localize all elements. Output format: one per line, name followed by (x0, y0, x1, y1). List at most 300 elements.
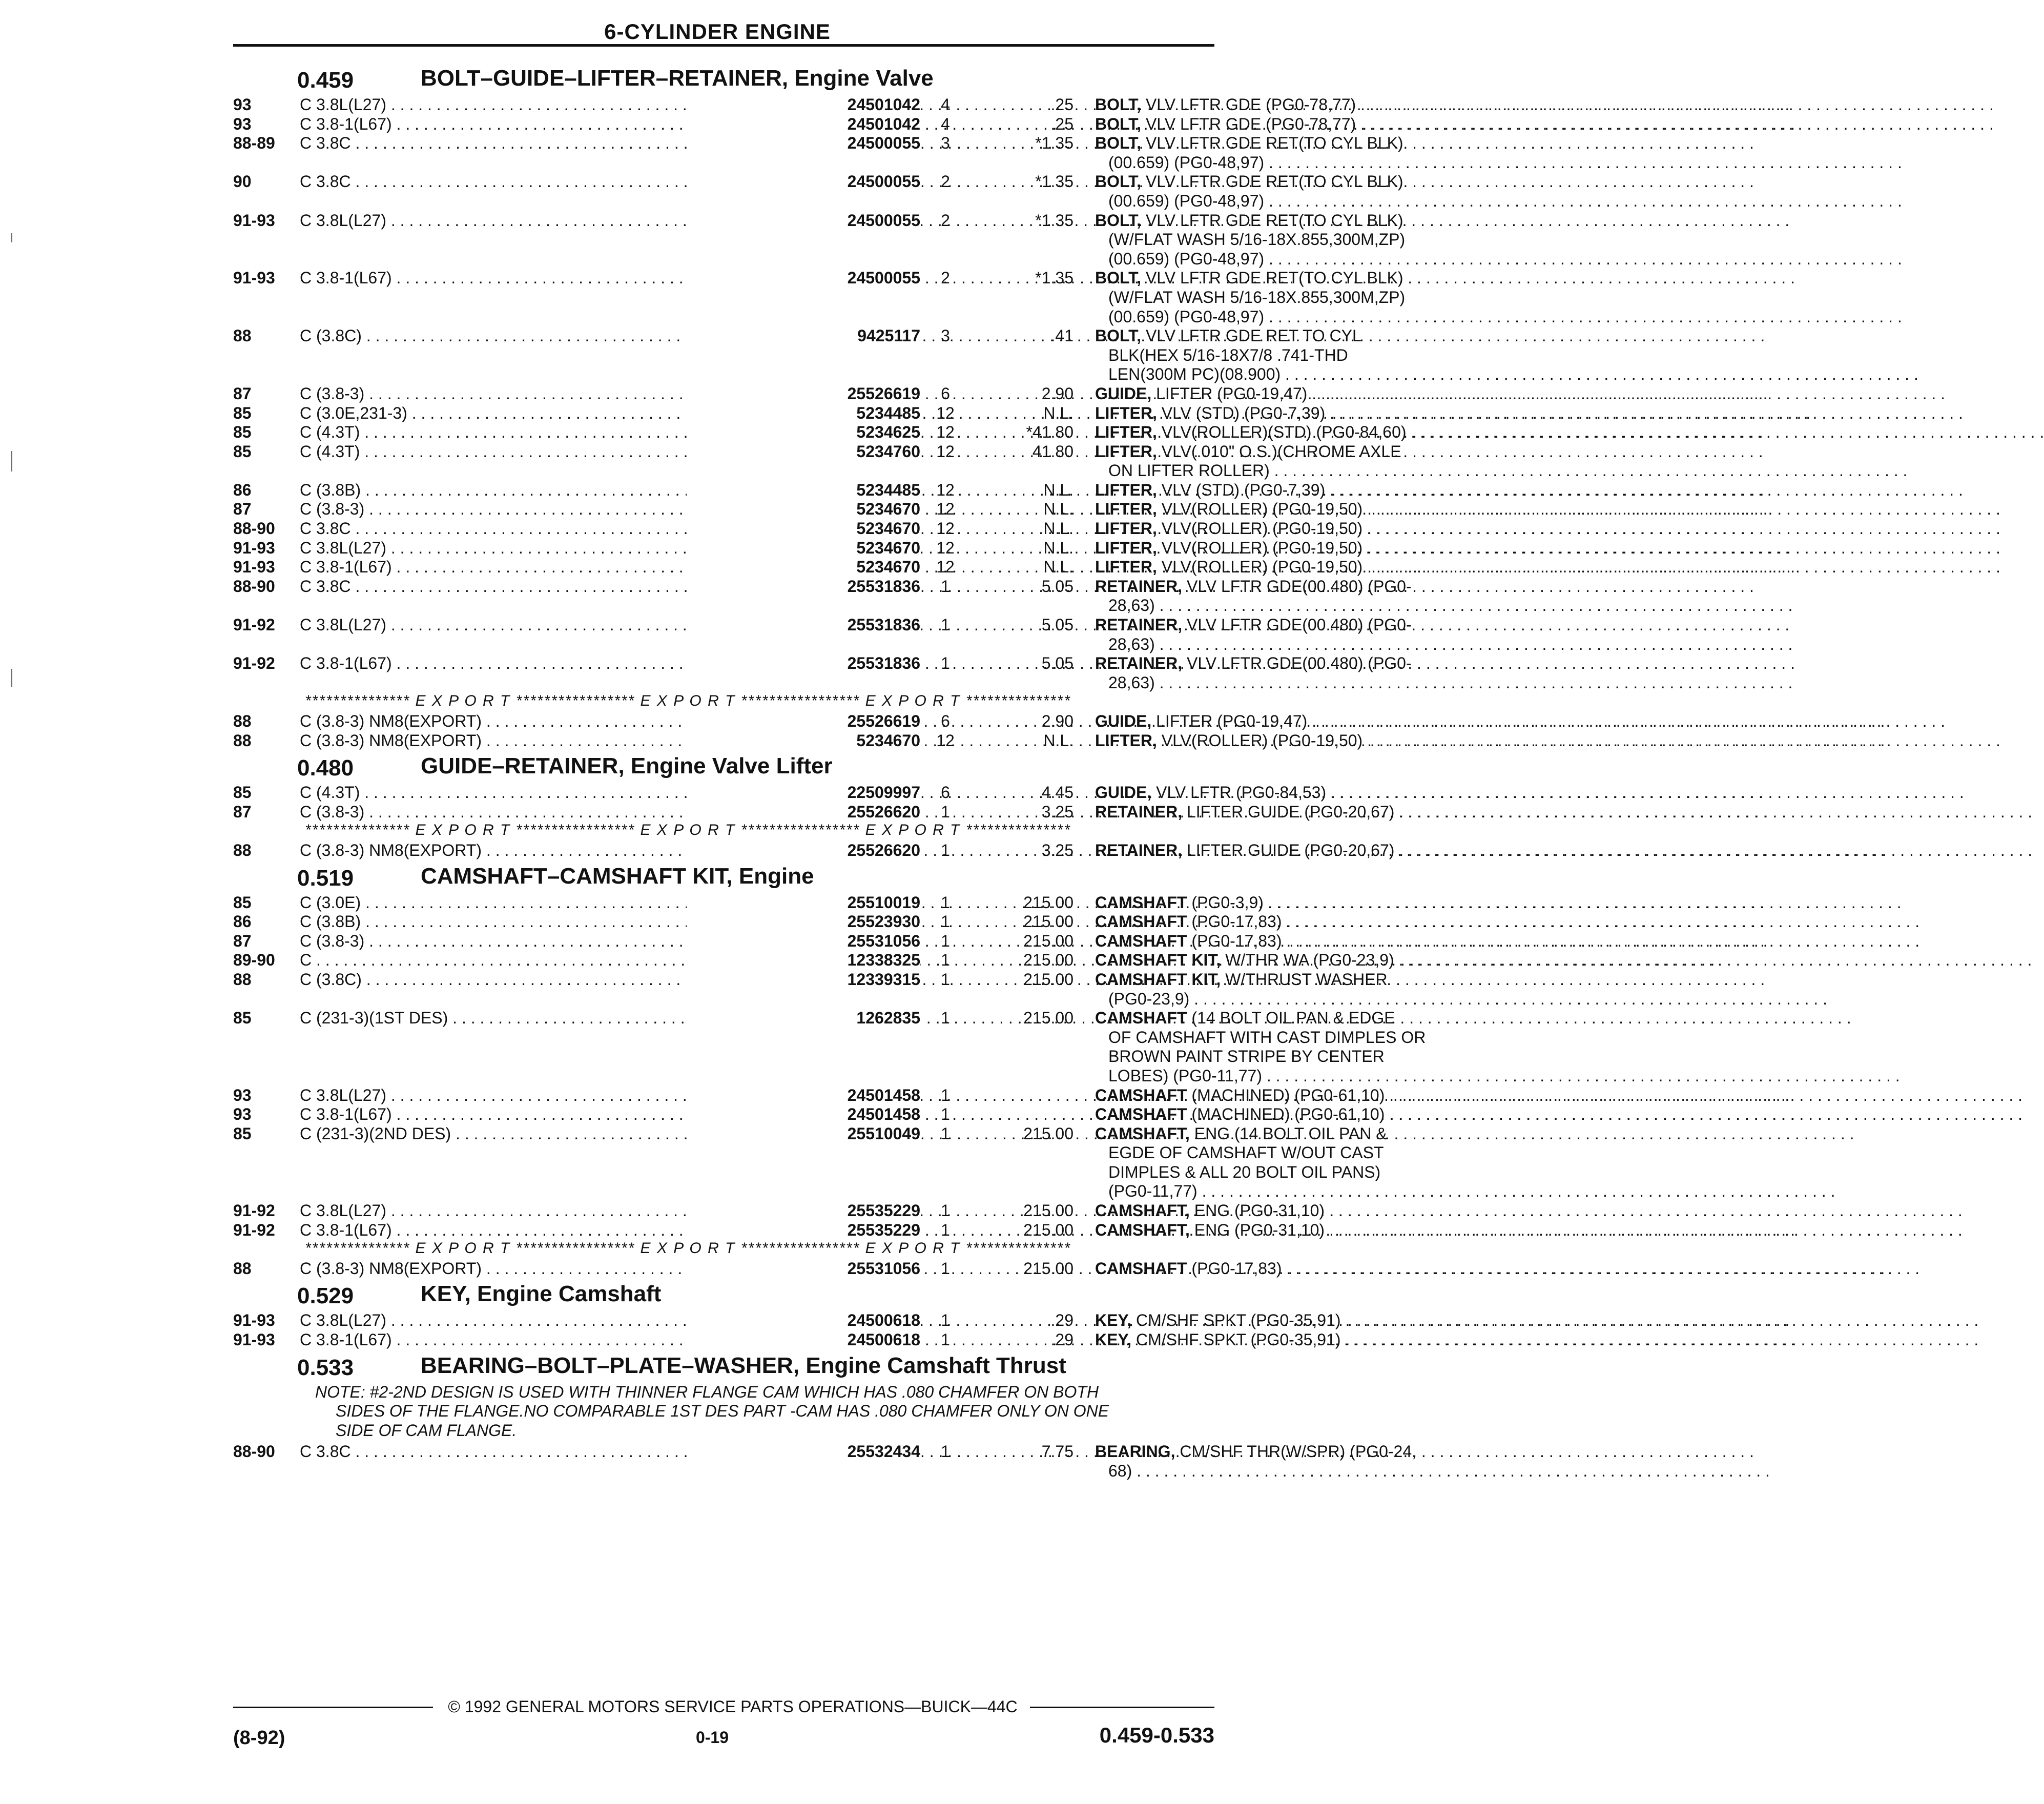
description-continuation (233, 673, 1227, 693)
quantity: 3 (941, 134, 950, 153)
part-name: RETAINER, (1095, 840, 1183, 859)
description-continuation (233, 288, 1406, 308)
price: .29 (1050, 1311, 1073, 1330)
part-number: 5234670 (687, 539, 920, 558)
model-year: 88-90 (233, 577, 275, 596)
price: 2.90 (1041, 384, 1073, 403)
part-row (233, 654, 1412, 673)
part-number: 1262835 (687, 1009, 920, 1028)
part-name: CAMSHAFT (1095, 1259, 1187, 1278)
quantity: 6 (941, 783, 950, 802)
part-row (233, 1442, 1416, 1462)
description-continuation (233, 1462, 1227, 1481)
part-row (233, 1085, 1385, 1105)
model-code: C 3.8C . . . (300, 519, 799, 538)
model-code: C 3.8L(L27) . . . (300, 95, 799, 114)
quantity: 12 (936, 500, 955, 519)
export-banner (233, 1240, 1227, 1259)
description-continuation (233, 1182, 1227, 1201)
quantity: 1 (941, 1105, 950, 1124)
model-code: C (231-3)(1ST DES) . . . (300, 1009, 799, 1028)
price: .25 (1050, 95, 1073, 114)
quantity: 4 (941, 114, 950, 133)
part-row (233, 538, 1363, 558)
part-name: BEARING, (1095, 1442, 1175, 1461)
part-description (1095, 932, 1382, 951)
part-name: RETAINER, (1095, 654, 1183, 673)
model-code: C 3.8L(L27) . . . (300, 539, 799, 558)
part-number: 24500055 (687, 172, 920, 191)
quantity: 2 (941, 211, 950, 230)
description-continuation (233, 1066, 1262, 1086)
price: 7.75 (1041, 1442, 1073, 1461)
model-year: 87 (233, 931, 252, 950)
part-number: 24500618 (687, 1330, 920, 1349)
description-line: LEN(300M PC)(08.900) . . . (1108, 365, 1382, 384)
part-detail: VLV LFTR (PG0-84,53) (1151, 783, 1327, 802)
part-description (1095, 115, 1382, 134)
part-detail: LIFTER GUIDE (PG0-20,67) (1182, 802, 1395, 821)
price: 215.00 (1023, 1009, 1073, 1028)
part-name: CAMSHAFT (1095, 1085, 1187, 1104)
price: *1.35 (1035, 269, 1073, 288)
quantity: 4 (941, 95, 950, 114)
model-year: 85 (233, 442, 252, 461)
price: N.L. (1043, 558, 1073, 577)
part-name: RETAINER, (1095, 577, 1183, 596)
part-description (1095, 1124, 1387, 1143)
part-row (233, 731, 1363, 751)
part-description (1095, 616, 1412, 634)
part-description (1095, 654, 1412, 673)
description-line: 28,63) . . . (1108, 635, 1382, 654)
price: 3.25 (1041, 802, 1073, 821)
part-number: 24500618 (687, 1311, 920, 1330)
model-year: 88-89 (233, 134, 275, 153)
model-year: 91-92 (233, 1201, 275, 1220)
part-detail: (PG0-17,83) (1187, 1259, 1282, 1278)
price: 2.90 (1041, 712, 1073, 730)
part-description (1095, 1259, 1382, 1278)
model-year: 87 (233, 384, 252, 403)
part-number: 25531056 (687, 1259, 920, 1278)
part-description (1095, 1330, 1382, 1349)
part-name: LIFTER, (1095, 500, 1157, 519)
part-row (233, 384, 1308, 404)
part-number: 25532434 (687, 1442, 920, 1461)
model-code: C 3.8C . . . (300, 172, 799, 191)
part-row (233, 114, 1356, 134)
model-year: 91-92 (233, 654, 275, 673)
part-detail: W/THRUST WASHER (1221, 970, 1388, 989)
part-number: 25535229 (687, 1201, 920, 1220)
price: 215.00 (1023, 951, 1073, 970)
part-detail: VLV(ROLLER) (PG0-19,50) (1157, 519, 1363, 538)
description-line: LOBES) (PG0-11,77) . . . (1108, 1067, 1382, 1085)
part-row (233, 442, 1401, 462)
quantity: 2 (941, 172, 950, 191)
section-title-sub: Engine Camshaft (470, 1281, 662, 1307)
part-row (233, 519, 1363, 539)
part-description (1095, 951, 1394, 970)
note-line: SIDE OF CAM FLANGE. (336, 1421, 517, 1440)
footer-revision-date: (8-92) (233, 1727, 285, 1749)
model-code: C 3.8L(L27) . . . (300, 211, 799, 230)
section-title-sub: Engine Valve (788, 66, 934, 91)
part-detail: VLV (STD) (PG0-7,39) (1157, 403, 1326, 422)
quantity: 1 (941, 893, 950, 912)
part-name: BOLT, (1095, 211, 1142, 230)
part-number: 24500055 (687, 211, 920, 230)
part-detail: VLV(ROLLER)(STD) (PG0-84,60) (1157, 423, 1407, 442)
quantity: 12 (936, 731, 955, 750)
description-line: BROWN PAINT STRIPE BY CENTER (1108, 1047, 1385, 1066)
part-number: 24501458 (687, 1105, 920, 1124)
model-code: C 3.8-1(L67) . . . (300, 1105, 799, 1124)
part-number: 25526620 (687, 841, 920, 860)
price: 215.00 (1023, 1259, 1073, 1278)
part-row (233, 616, 1412, 635)
part-detail: (MACHINED) (PG0-61,10) (1187, 1105, 1385, 1124)
price: *1.35 (1035, 134, 1073, 153)
section-heading (233, 860, 1227, 893)
part-name: CAMSHAFT (1095, 1009, 1187, 1028)
price: .25 (1050, 114, 1073, 133)
description-continuation (233, 191, 1265, 211)
description-continuation (233, 345, 1348, 365)
part-name: CAMSHAFT, (1095, 1220, 1190, 1239)
part-number: 24500055 (687, 134, 920, 153)
model-year: 85 (233, 783, 252, 802)
section-heading (233, 63, 1227, 95)
part-row (233, 1220, 1325, 1240)
part-detail: (MACHINED) (PG0-61,10) (1187, 1085, 1385, 1104)
model-year: 87 (233, 500, 252, 519)
description-continuation (233, 1028, 1426, 1048)
part-detail: VLV LFTR GDE (PG0-78,77) (1141, 95, 1356, 114)
model-year: 88 (233, 970, 252, 989)
part-description (1095, 577, 1412, 596)
description-continuation (233, 230, 1406, 250)
part-detail: ENG (PG0-31,10) (1189, 1201, 1325, 1220)
part-name: GUIDE, (1095, 384, 1152, 403)
part-number: 5234625 (687, 423, 920, 442)
part-row (233, 1259, 1282, 1279)
model-year: 88 (233, 1259, 252, 1278)
part-description (1095, 1311, 1382, 1330)
part-detail: VLV LFTR GDE(00.480) (PG0- (1182, 616, 1412, 634)
section-heading (233, 750, 1227, 783)
part-name: KEY, (1095, 1330, 1132, 1349)
section-number: 0.480 (297, 755, 354, 781)
part-name: LIFTER, (1095, 403, 1157, 422)
part-detail: ENG (PG0-31,10) (1189, 1220, 1325, 1239)
quantity: 6 (941, 384, 950, 403)
part-row (233, 500, 1363, 519)
price: 3.25 (1041, 840, 1073, 859)
quantity: 12 (936, 480, 955, 499)
part-row (233, 211, 1403, 231)
description-continuation (233, 153, 1265, 173)
section-number: 0.529 (297, 1283, 354, 1309)
quantity: 6 (941, 712, 950, 730)
price: 5.05 (1041, 616, 1073, 634)
part-detail: LIFTER (PG0-19,47) (1151, 384, 1308, 403)
part-description (1095, 326, 1382, 345)
part-row (233, 912, 1282, 932)
part-number: 5234760 (687, 442, 920, 461)
part-name: LIFTER, (1095, 731, 1157, 750)
model-year: 85 (233, 1124, 252, 1143)
description-continuation (233, 461, 1270, 481)
part-name: CAMSHAFT (1095, 912, 1187, 931)
model-year: 85 (233, 893, 252, 912)
quantity: 12 (936, 403, 955, 422)
part-row (233, 480, 1326, 500)
description-continuation (233, 596, 1227, 616)
quantity: 1 (941, 1124, 950, 1143)
part-description (1095, 783, 1382, 802)
part-row (233, 558, 1363, 577)
description-line: (00.659) (PG0-48,97) . . . (1108, 192, 1382, 211)
model-year: 91-93 (233, 1330, 275, 1349)
description-line: 28,63) . . . (1108, 673, 1382, 692)
part-row (233, 423, 1407, 442)
export-banner-text: *************** E X P O R T ***************** E X P O R T ***************** E X P O R T *************** (305, 692, 1071, 710)
export-banner-text: *************** E X P O R T ***************** E X P O R T ***************** E X P O R T *************** (305, 1240, 1071, 1257)
section-title (421, 864, 814, 889)
part-detail: VLV LFTR GDE RET(TO CYL BLK) (1141, 172, 1403, 191)
section-title-sub: Engine (732, 863, 814, 889)
model-code: C 3.8L(L27) . . . (300, 1201, 799, 1220)
model-code: C (3.0E,231-3) . . . (300, 404, 799, 423)
description-line: ON LIFTER ROLLER) . . . (1108, 461, 1382, 480)
quantity: 1 (941, 1009, 950, 1028)
part-number: 12339315 (687, 970, 920, 989)
part-name: CAMSHAFT (1095, 893, 1187, 912)
part-description (1095, 519, 1382, 538)
part-detail: VLV(ROLLER) (PG0-19,50) (1157, 731, 1363, 750)
part-description (1095, 95, 1382, 114)
price: 215.00 (1023, 1220, 1073, 1239)
model-year: 91-93 (233, 211, 275, 230)
part-name: KEY, (1095, 1311, 1132, 1330)
model-code: C 3.8C . . . (300, 577, 799, 596)
description-line: OF CAMSHAFT WITH CAST DIMPLES OR (1108, 1028, 1426, 1047)
part-name: CAMSHAFT (1095, 931, 1187, 950)
part-number: 25531836 (687, 616, 920, 634)
quantity: 12 (936, 538, 955, 557)
part-number: 25535229 (687, 1221, 920, 1240)
note-line: SIDES OF THE FLANGE.NO COMPARABLE 1ST DES PART -CAM HAS .080 CHAMFER ONLY ON ONE (336, 1402, 1109, 1421)
quantity: 1 (941, 970, 950, 989)
section-title-sub: Engine Valve Lifter (624, 753, 833, 779)
model-code: C 3.8-1(L67) . . . (300, 558, 799, 577)
part-name: LIFTER, (1095, 538, 1157, 557)
part-description (1095, 134, 1403, 153)
binder-hole-mark (11, 669, 12, 687)
model-code: C (3.8-3) . . . (300, 500, 799, 519)
model-code: C (4.3T) . . . (300, 423, 799, 442)
footer-rule-left (233, 1707, 433, 1708)
model-year: 88 (233, 731, 252, 750)
model-code: C 3.8L(L27) . . . (300, 1311, 799, 1330)
model-code: C (4.3T) . . . (300, 783, 799, 802)
description-line: (00.659) (PG0-48,97) . . . (1108, 308, 1382, 326)
model-code: C (3.8-3) . . . (300, 932, 799, 951)
description-line: (00.659) (PG0-48,97) . . . (1108, 250, 1382, 269)
model-year: 88 (233, 326, 252, 345)
part-name: LIFTER, (1095, 442, 1157, 461)
quantity: 1 (941, 912, 950, 931)
model-year: 91-93 (233, 269, 275, 288)
quantity: 1 (941, 1259, 950, 1278)
model-code: C (3.8-3) NM8(EXPORT) . . . (300, 712, 799, 731)
binder-hole-mark (11, 233, 12, 242)
part-description (1095, 970, 1388, 989)
part-description (1095, 558, 1382, 577)
part-name: BOLT, (1095, 95, 1142, 114)
price: .29 (1050, 1330, 1073, 1349)
price: N.L. (1043, 731, 1073, 750)
description-continuation (233, 1143, 1384, 1163)
part-description (1095, 404, 1382, 423)
part-description (1095, 211, 1403, 230)
model-code: C 3.8-1(L67) . . . (300, 115, 799, 134)
part-detail: VLV LFTR GDE RET(TO CYL BLK) (1141, 211, 1403, 230)
model-code: C . . . (300, 951, 799, 970)
part-number: 25531056 (687, 932, 920, 951)
part-name: LIFTER, (1095, 480, 1157, 499)
part-detail: VLV(ROLLER) (PG0-19,50) (1157, 500, 1363, 519)
section-heading (233, 1278, 1227, 1311)
page-title: 6-CYLINDER ENGINE (604, 19, 831, 44)
part-detail: (14 BOLT OIL PAN & EDGE (1187, 1009, 1395, 1028)
part-detail: VLV LFTR GDE RET(TO CYL BLK) (1141, 269, 1403, 288)
price: 215.00 (1023, 893, 1073, 912)
section-title (421, 1281, 661, 1307)
model-code: C (3.0E) . . . (300, 893, 799, 912)
part-row (233, 1124, 1387, 1144)
model-year: 88 (233, 712, 252, 730)
price: N.L. (1043, 500, 1073, 519)
part-name: BOLT, (1095, 172, 1142, 191)
part-description (1095, 731, 1382, 750)
part-row (233, 1009, 1395, 1028)
part-number: 24501042 (687, 115, 920, 134)
part-number: 12338325 (687, 951, 920, 970)
model-code: C (3.8B) . . . (300, 481, 799, 500)
part-number: 25531836 (687, 654, 920, 673)
model-code: C (3.8-3) NM8(EXPORT) . . . (300, 731, 799, 750)
quantity: 3 (941, 326, 950, 345)
quantity: 1 (941, 931, 950, 950)
model-code: C (3.8C) . . . (300, 326, 799, 345)
part-description (1095, 1201, 1382, 1220)
part-row (233, 970, 1388, 990)
part-name: LIFTER, (1095, 558, 1157, 577)
part-name: BOLT, (1095, 114, 1142, 133)
part-description (1095, 1221, 1382, 1240)
part-detail: VLV LFTR GDE(00.480) (PG0- (1182, 654, 1412, 673)
part-description (1095, 384, 1382, 403)
description-line: (PG0-23,9) . . . (1108, 990, 1382, 1009)
part-description (1095, 423, 1407, 442)
part-row (233, 1311, 1341, 1330)
part-number: 24500055 (687, 269, 920, 288)
model-year: 89-90 (233, 951, 275, 970)
model-year: 85 (233, 423, 252, 442)
model-code: C 3.8-1(L67) . . . (300, 1330, 799, 1349)
model-year: 93 (233, 1085, 252, 1104)
part-number: 25531836 (687, 577, 920, 596)
model-code: C 3.8C . . . (300, 134, 799, 153)
quantity: 1 (941, 577, 950, 596)
part-number: 5234485 (687, 404, 920, 423)
model-code: C 3.8-1(L67) . . . (300, 1221, 799, 1240)
parts-list (233, 63, 1426, 1481)
quantity: 1 (941, 1201, 950, 1220)
quantity: 1 (941, 1442, 950, 1461)
part-detail: LIFTER GUIDE (PG0-20,67) (1182, 840, 1395, 859)
model-code: C (3.8-3) NM8(EXPORT) . . . (300, 841, 799, 860)
part-detail: VLV(ROLLER) (PG0-19,50) (1157, 558, 1363, 577)
footer-copyright: © 1992 GENERAL MOTORS SERVICE PARTS OPERATIONS—BUICK—44C (448, 1697, 1018, 1716)
part-description (1095, 1442, 1416, 1461)
section-title-main: CAMSHAFT–CAMSHAFT KIT, (421, 863, 733, 889)
quantity: 12 (936, 442, 955, 461)
section-title-sub: Engine Camshaft Thrust (799, 1352, 1066, 1378)
part-description (1095, 802, 1395, 822)
model-code: C 3.8-1(L67) . . . (300, 269, 799, 288)
section-title (421, 753, 833, 779)
part-name: BOLT, (1095, 269, 1142, 288)
price: 5.05 (1041, 577, 1073, 596)
model-year: 91-92 (233, 1220, 275, 1239)
model-code: C (3.8-3) . . . (300, 803, 799, 822)
part-description (1095, 840, 1395, 860)
quantity: 12 (936, 519, 955, 538)
model-year: 91-93 (233, 538, 275, 557)
model-year: 85 (233, 403, 252, 422)
part-detail: CM/SHF THR(W/SPR) (PG0-24, (1175, 1442, 1416, 1461)
model-code: C 3.8L(L27) . . . (300, 616, 799, 634)
part-name: RETAINER, (1095, 802, 1183, 821)
binder-hole-mark (11, 451, 12, 471)
part-number: 5234670 (687, 519, 920, 538)
description-continuation (233, 990, 1227, 1009)
part-row (233, 403, 1326, 423)
part-detail: VLV LFTR GDE RET(TO CYL BLK) (1141, 134, 1403, 153)
part-row (233, 172, 1403, 192)
part-description (1095, 500, 1382, 519)
part-detail: VLV(.010" O.S.)(CHROME AXLE (1157, 442, 1401, 461)
part-number: 22509997 (687, 783, 920, 802)
export-banner-text: *************** E X P O R T ***************** E X P O R T ***************** E X P O R T *************** (305, 822, 1071, 839)
description-line: 68) . . . (1108, 1462, 1382, 1481)
part-name: CAMSHAFT (1095, 1105, 1187, 1124)
price: *1.35 (1035, 211, 1073, 230)
part-description (1095, 1105, 1385, 1124)
model-year: 93 (233, 114, 252, 133)
part-row (233, 269, 1403, 288)
part-description (1095, 712, 1382, 731)
model-year: 88-90 (233, 519, 275, 538)
description-line: BLK(HEX 5/16-18X7/8 .741-THD (1108, 345, 1348, 364)
price: 5.05 (1041, 654, 1073, 673)
model-code: C (231-3)(2ND DES) . . . (300, 1124, 799, 1143)
quantity: 1 (941, 1311, 950, 1330)
